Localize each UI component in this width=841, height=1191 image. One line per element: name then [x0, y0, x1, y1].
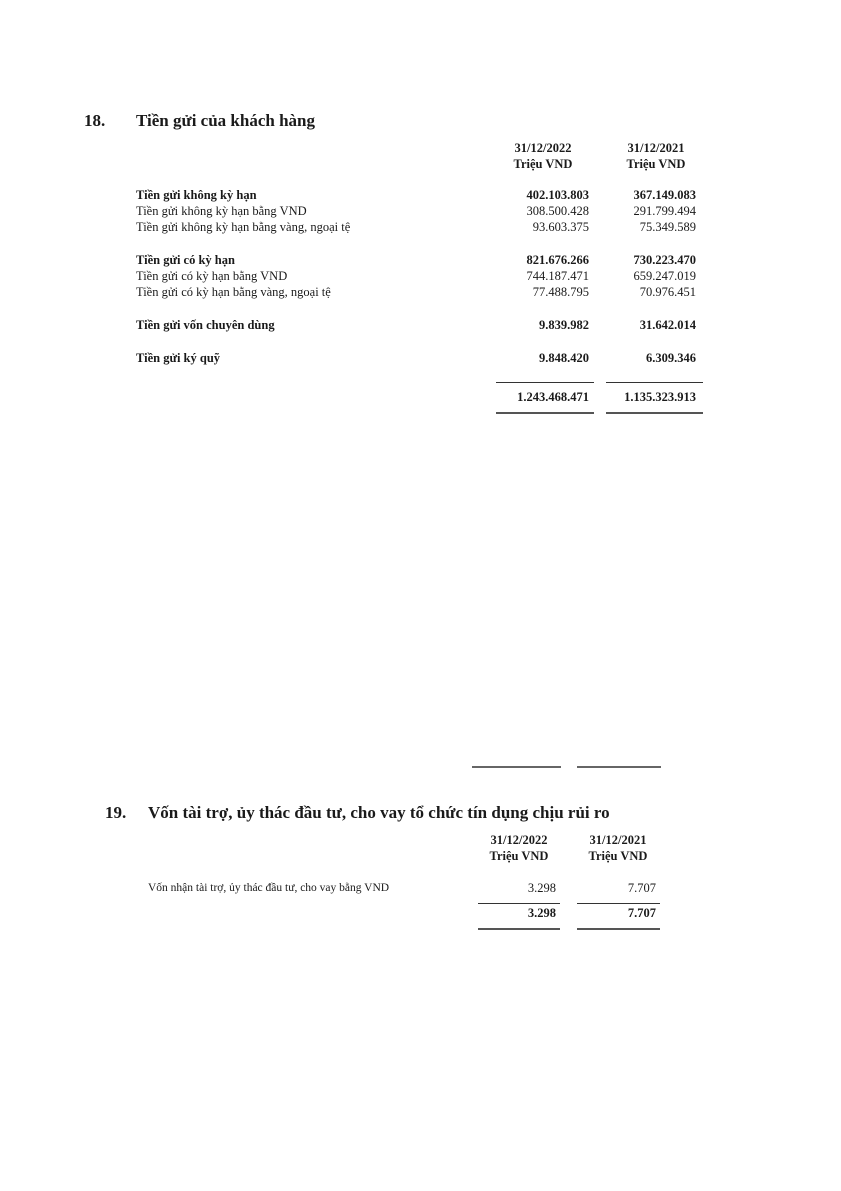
row-value-2022: 3.298	[527, 881, 556, 895]
row-value-2022: 93.603.375	[532, 220, 589, 234]
row-label-term-deposits: Tiền gửi có kỳ hạn	[136, 253, 235, 267]
row-label-margin-deposits: Tiền gửi ký quỹ	[136, 351, 221, 365]
col-2022-unit: Triệu VND	[489, 849, 549, 863]
row-label-term-vnd: Tiền gửi có kỳ hạn bằng VND	[136, 269, 288, 283]
row-value-2022: 744.187.471	[526, 269, 589, 283]
row-label-specialized-capital: Tiền gửi vốn chuyên dùng	[136, 318, 275, 332]
section-19-number: 19.	[105, 803, 127, 822]
row-value-2021: 7.707	[627, 881, 656, 895]
total-top-rule-2021	[606, 382, 703, 383]
separator-rule-left	[472, 766, 561, 768]
total-bottom-rule-2022	[496, 412, 594, 414]
total-bottom-rule-2021	[606, 412, 703, 414]
section-19-title: Vốn tài trợ, ủy thác đầu tư, cho vay tổ chức tín dụng chịu rủi ro	[148, 803, 610, 822]
row-label-funding-vnd: Vốn nhận tài trợ, ủy thác đầu tư, cho vay bằng VND	[148, 882, 390, 894]
total-top-rule-2022	[478, 903, 560, 904]
row-label-demand-gold-fx: Tiền gửi không kỳ hạn bằng vàng, ngoại tệ	[136, 220, 351, 234]
row-value-2022: 402.103.803	[526, 188, 589, 202]
row-value-2022: 77.488.795	[532, 285, 589, 299]
row-value-2021: 367.149.083	[633, 188, 696, 202]
total-2022: 3.298	[527, 906, 556, 920]
row-label-term-gold-fx: Tiền gửi có kỳ hạn bằng vàng, ngoại tệ	[136, 285, 331, 299]
total-top-rule-2022	[496, 382, 594, 383]
col-2021-unit: Triệu VND	[588, 849, 648, 863]
row-value-2021: 730.223.470	[633, 253, 696, 267]
row-value-2021: 75.349.589	[639, 220, 696, 234]
section-18-title: Tiền gửi của khách hàng	[136, 111, 315, 130]
section-18-number: 18.	[84, 111, 106, 130]
col-2022-date: 31/12/2022	[490, 833, 548, 847]
total-bottom-rule-2021	[577, 928, 660, 930]
row-value-2021: 6.309.346	[646, 351, 696, 365]
row-value-2022: 9.839.982	[539, 318, 589, 332]
row-value-2022: 9.848.420	[539, 351, 589, 365]
row-value-2021: 291.799.494	[633, 204, 696, 218]
col-2021-date: 31/12/2021	[589, 833, 647, 847]
col-2021-unit: Triệu VND	[626, 157, 686, 171]
total-bottom-rule-2022	[478, 928, 560, 930]
row-value-2022: 821.676.266	[526, 253, 589, 267]
total-2021: 1.135.323.913	[624, 390, 696, 404]
total-2022: 1.243.468.471	[517, 390, 589, 404]
col-2022-unit: Triệu VND	[513, 157, 573, 171]
row-label-demand-vnd: Tiền gửi không kỳ hạn bằng VND	[136, 204, 307, 218]
row-label-demand-deposits: Tiền gửi không kỳ hạn	[136, 188, 257, 202]
row-value-2021: 70.976.451	[639, 285, 696, 299]
total-top-rule-2021	[577, 903, 660, 904]
row-value-2021: 659.247.019	[633, 269, 696, 283]
total-2021: 7.707	[627, 906, 656, 920]
col-2021-date: 31/12/2021	[627, 141, 685, 155]
row-value-2022: 308.500.428	[526, 204, 589, 218]
col-2022-date: 31/12/2022	[514, 141, 572, 155]
row-value-2021: 31.642.014	[639, 318, 696, 332]
separator-rule-right	[577, 766, 661, 768]
